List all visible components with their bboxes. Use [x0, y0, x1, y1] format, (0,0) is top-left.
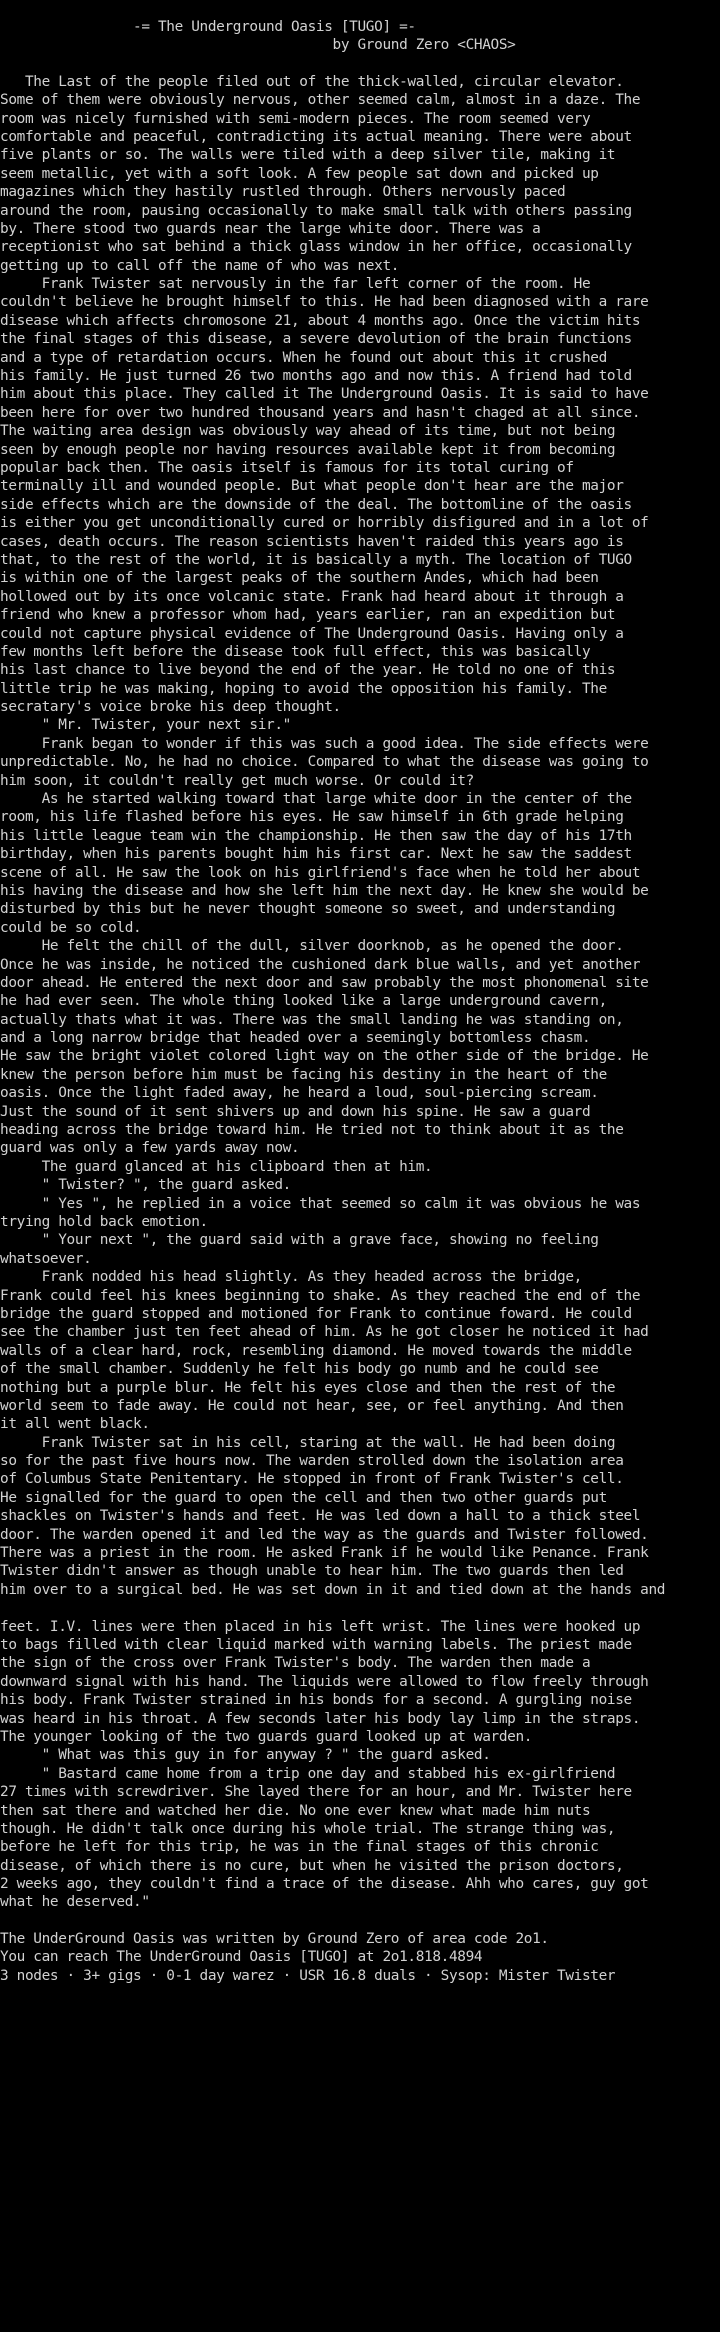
story-line: Frank Twister sat nervously in the far left corner of the room. He [0, 276, 591, 293]
story-line: so for the past five hours now. The warden strolled down the isolation area [0, 1453, 624, 1470]
story-line: Frank began to wonder if this was such a good idea. The side effects were [0, 735, 649, 752]
story-line: whatsoever. [0, 1250, 92, 1267]
story-line: been here for over two hundred thousand years and hasn't chaged at all since. [0, 404, 641, 421]
story-line: by. There stood two guards near the large white door. There was a [0, 220, 541, 237]
story-line: As he started walking toward that large white door in the center of the [0, 791, 632, 808]
story-line: guard was only a few yards away now. [0, 1140, 300, 1157]
story-line: seem metallic, yet with a soft look. A few people sat down and picked up [0, 165, 599, 182]
story-line: of Columbus State Penitentary. He stopped in front of Frank Twister's cell. [0, 1471, 624, 1488]
story-line: " Mr. Twister, your next sir." [0, 717, 291, 734]
story-line: Frank Twister sat in his cell, staring at the wall. He had been doing [0, 1434, 616, 1451]
story-line: downward signal with his hand. The liquids were allowed to flow freely through [0, 1673, 649, 1690]
story-line: to bags filled with clear liquid marked with warning labels. The priest made [0, 1636, 632, 1653]
story-line: five plants or so. The walls were tiled with a deep silver tile, making it [0, 147, 616, 164]
footer-contact: You can reach The UnderGround Oasis [TUGO] at 2o1.818.4894 [0, 1949, 483, 1966]
story-line: comfortable and peaceful, contradicting its actual meaning. There were about [0, 128, 632, 145]
story-line: his last chance to live beyond the end of the year. He told no one of this [0, 662, 616, 679]
story-line: his little league team win the championship. He then saw the day of his 17th [0, 827, 632, 844]
story-line: Frank could feel his knees beginning to shake. As they reached the end of the [0, 1287, 641, 1304]
story-line: could be so cold. [0, 919, 142, 936]
story-body [0, 73, 720, 1912]
story-line: around the room, pausing occasionally to make small talk with others passing [0, 202, 632, 219]
story-line: He signalled for the guard to open the cell and then two other guards put [0, 1489, 607, 1506]
story-line: 2 weeks ago, they couldn't find a trace of the disease. Ahh who cares, guy got [0, 1876, 649, 1893]
story-line: 27 times with screwdriver. She layed there for an hour, and Mr. Twister here [0, 1784, 632, 1801]
story-line: it all went black. [0, 1416, 150, 1433]
footer-credit: The UnderGround Oasis was written by Ground Zero of area code 2o1. [0, 1930, 549, 1947]
story-line: popular back then. The oasis itself is famous for its total curing of [0, 459, 574, 476]
story-line: " What was this guy in for anyway ? " the guard asked. [0, 1747, 491, 1764]
story-line: side effects which are the downside of the deal. The bottomline of the oasis [0, 496, 632, 513]
story-line: walls of a clear hard, rock, resembling diamond. He moved towards the middle [0, 1342, 632, 1359]
story-line: secratary's voice broke his deep thought. [0, 699, 341, 716]
story-line: and a long narrow bridge that headed over a seemingly bottomless chasm. [0, 1030, 591, 1047]
story-line: was heard in his throat. A few seconds later his body lay limp in the straps. [0, 1710, 641, 1727]
story-line: that, to the rest of the world, it is basically a myth. The location of TUGO [0, 551, 632, 568]
story-line [0, 1599, 720, 1617]
story-line: and a type of retardation occurs. When he found out about this it crushed [0, 349, 607, 366]
story-line: his body. Frank Twister strained in his bonds for a second. A gurgling noise [0, 1692, 632, 1709]
story-line: disturbed by this but he never thought someone so sweet, and understanding [0, 901, 616, 918]
story-line: seen by enough people nor having resources available kept it from becoming [0, 441, 616, 458]
story-line: bridge the guard stopped and motioned for Frank to continue foward. He could [0, 1305, 632, 1322]
story-line: see the chamber just ten feet ahead of him. As he got closer he noticed it had [0, 1324, 649, 1341]
story-line: He felt the chill of the dull, silver doorknob, as he opened the door. [0, 938, 624, 955]
story-line: before he left for this trip, he was in the final stages of this chronic [0, 1839, 599, 1856]
story-line: shackles on Twister's hands and feet. He was led down a hall to a thick steel [0, 1508, 641, 1525]
story-line: heading across the bridge toward him. He tried not to think about it as the [0, 1122, 624, 1139]
story-line: There was a priest in the room. He asked Frank if he would like Penance. Frank [0, 1545, 649, 1562]
story-line: Frank nodded his head slightly. As they headed across the bridge, [0, 1269, 582, 1286]
story-line: " Twister? ", the guard asked. [0, 1177, 291, 1194]
footer-bbs-specs: 3 nodes · 3+ gigs · 0-1 day warez · USR 16.8 duals · Sysop: Mister Twister [0, 1967, 616, 1984]
story-line: him about this place. They called it The Underground Oasis. It is said to have [0, 386, 649, 403]
story-line: receptionist who sat behind a thick glass window in her office, occasionally [0, 239, 632, 256]
story-line: oasis. Once the light faded away, he heard a loud, soul-piercing scream. [0, 1085, 599, 1102]
story-line: him soon, it couldn't really get much worse. Or could it? [0, 772, 474, 789]
story-line: nothing but a purple blur. He felt his eyes close and then the rest of the [0, 1379, 616, 1396]
story-line: Twister didn't answer as though unable to hear him. The two guards then led [0, 1563, 624, 1580]
author-byline: by Ground Zero <CHAOS> [0, 37, 516, 54]
story-line: disease, of which there is no cure, but when he visited the prison doctors, [0, 1857, 624, 1874]
story-line: unpredictable. No, he had no choice. Compared to what the disease was going to [0, 754, 649, 771]
document-title: -= The Underground Oasis [TUGO] =- [0, 19, 416, 35]
story-line: scene of all. He saw the look on his girlfriend's face when he told her about [0, 864, 641, 881]
story-line: birthday, when his parents bought him his first car. Next he saw the saddest [0, 846, 632, 863]
story-line: friend who knew a professor whom had, years earlier, ran an expedition but [0, 607, 616, 624]
story-line: could not capture physical evidence of The Underground Oasis. Having only a [0, 625, 624, 642]
story-line: feet. I.V. lines were then placed in his left wrist. The lines were hooked up [0, 1618, 641, 1635]
story-line: Just the sound of it sent shivers up and down his spine. He saw a guard [0, 1103, 591, 1120]
story-line: few months left before the disease took full effect, this was basically [0, 643, 591, 660]
story-line: is either you get unconditionally cured or horribly disfigured and in a lot of [0, 515, 649, 532]
story-line: of the small chamber. Suddenly he felt his body go numb and he could see [0, 1361, 599, 1378]
story-line: little trip he was making, hoping to avoid the opposition his family. The [0, 680, 607, 697]
story-line: his family. He just turned 26 two months ago and now this. A friend had told [0, 368, 632, 385]
story-line: cases, death occurs. The reason scientists haven't raided this years ago is [0, 533, 624, 550]
story-line: " Yes ", he replied in a voice that seemed so calm it was obvious he was [0, 1195, 641, 1212]
story-line: Some of them were obviously nervous, other seemed calm, almost in a daze. The [0, 92, 641, 109]
story-line: actually thats what it was. There was the small landing he was standing on, [0, 1011, 624, 1028]
story-line: his having the disease and how she left him the next day. He knew she would be [0, 882, 649, 899]
story-line: hollowed out by its once volcanic state. Frank had heard about it through a [0, 588, 624, 605]
story-line: The younger looking of the two guards guard looked up at warden. [0, 1728, 533, 1745]
story-line: Once he was inside, he noticed the cushioned dark blue walls, and yet another [0, 956, 641, 973]
story-line: is within one of the largest peaks of the southern Andes, which had been [0, 570, 599, 587]
story-line: him over to a surgical bed. He was set down in it and tied down at the hands and [0, 1581, 666, 1598]
story-line: what he deserved." [0, 1894, 150, 1911]
story-line: then sat there and watched her die. No one ever knew what made him nuts [0, 1802, 591, 1819]
story-line: door ahead. He entered the next door and saw probably the most phonomenal site [0, 974, 649, 991]
story-line: room was nicely furnished with semi-modern pieces. The room seemed very [0, 110, 591, 127]
story-line: " Your next ", the guard said with a grave face, showing no feeling [0, 1232, 599, 1249]
story-line: couldn't believe he brought himself to this. He had been diagnosed with a rare [0, 294, 649, 311]
story-line: The Last of the people filed out of the thick-walled, circular elevator. [0, 73, 624, 90]
story-line: magazines which they hastily rustled through. Others nervously paced [0, 184, 566, 201]
story-line: disease which affects chromosone 21, about 4 months ago. Once the victim hits [0, 312, 641, 329]
story-line: terminally ill and wounded people. But what people don't hear are the major [0, 478, 624, 495]
story-line: The guard glanced at his clipboard then at him. [0, 1158, 433, 1175]
story-line: the final stages of this disease, a severe devolution of the brain functions [0, 331, 632, 348]
footer [0, 1930, 720, 1985]
story-line: the sign of the cross over Frank Twister's body. The warden then made a [0, 1655, 591, 1672]
story-line: he had ever seen. The whole thing looked like a large underground cavern, [0, 993, 607, 1010]
story-line: knew the person before him must be facing his destiny in the heart of the [0, 1066, 607, 1083]
story-line: world seem to fade away. He could not hear, see, or feel anything. And then [0, 1397, 624, 1414]
story-line: The waiting area design was obviously way ahead of its time, but not being [0, 423, 616, 440]
story-line: trying hold back emotion. [0, 1214, 208, 1230]
story-line: He saw the bright violet colored light way on the other side of the bridge. He [0, 1048, 649, 1065]
story-line: " Bastard came home from a trip one day and stabbed his ex-girlfriend [0, 1765, 616, 1782]
story-line: door. The warden opened it and led the way as the guards and Twister followed. [0, 1526, 649, 1543]
story-line: getting up to call off the name of who was next. [0, 257, 400, 274]
story-line: room, his life flashed before his eyes. He saw himself in 6th grade helping [0, 809, 624, 826]
title-block [0, 18, 720, 55]
story-line: though. He didn't talk once during his whole trial. The strange thing was, [0, 1820, 616, 1837]
